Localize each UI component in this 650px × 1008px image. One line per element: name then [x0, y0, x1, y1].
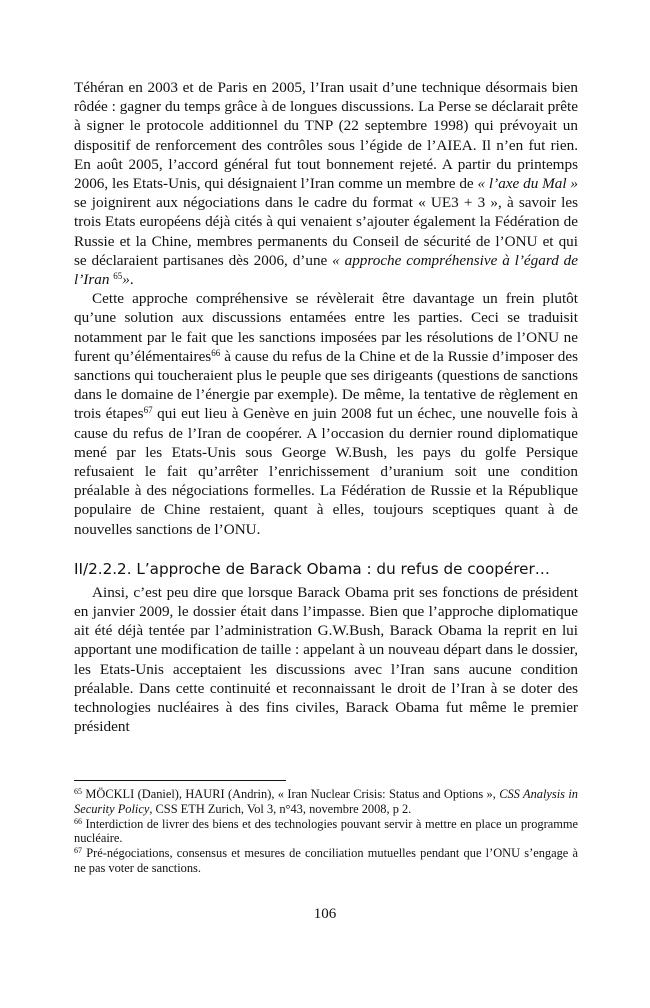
text-run: se joignirent aux négociations dans le cadre du format « UE3 + 3 », à savoir les trois Etats européens déjà cités à qui venaient s’ajouter également la Fédération de Russie et la Chine, membres permanents du Conseil de sécurité de l’ONU et qui se déclaraient partisanes dès 2006, d’une — [74, 194, 578, 269]
footnote-66 — [74, 817, 578, 847]
footnote-number: 66 — [74, 816, 82, 826]
paragraph-1 — [74, 78, 578, 289]
footnote-text: Pré-négociations, consensus et mesures de conciliation mutuelles pendant que l’ONU s’engage à ne pas voter de sanctions. — [74, 846, 578, 875]
quote-axe-du-mal: « l’axe du Mal » — [477, 175, 578, 193]
footnote-text: , CSS ETH Zurich, Vol 3, n°43, novembre 2008, p 2. — [149, 801, 412, 816]
section-heading: II/2.2.2. L’approche de Barack Obama : du refus de coopérer… — [74, 559, 550, 578]
footnotes — [74, 780, 578, 876]
footnote-67 — [74, 846, 578, 876]
footnote-ref-66[interactable]: 66 — [211, 347, 221, 358]
footnote-number: 67 — [74, 846, 82, 856]
text-run: . — [129, 271, 134, 289]
quote-approche-comprehensive: « approche compréhensive à l’égard de l’Iran — [74, 251, 578, 289]
footnote-ref-67[interactable]: 67 — [143, 405, 153, 416]
footnote-65 — [74, 787, 578, 817]
footnote-text: Interdiction de livrer des biens et des technologies pouvant servir à mettre en place un programme nucléaire. — [74, 816, 578, 846]
footnote-divider — [74, 780, 286, 781]
quote-close: » — [122, 271, 130, 289]
text-run: qui eut lieu à Genève en juin 2008 fut un échec, une nouvelle fois à cause du refus de l’Iran de coopérer. A l’occasion du dernier round diplomatique mené par les Etats-Unis sous George W.Bush, les pays du golfe Persique refusaient le fait qu’arrêter l’enrichissement d’uranium soit une condition préalable à des négociations formelles. La Fédération de Russie et la République populaire de Chine restaient, quant à elles, toujours sceptiques quant à de nouvelles sanctions de l’ONU. — [74, 405, 578, 538]
text-run: Cette approche compréhensive se révèlerait être davantage un frein plutôt qu’une solution aux discussions entamées entre les parties. Ceci se traduisit notamment par le fait que les sanctions imposées par les résolutions de l’ONU ne furent qu’élémentaires — [74, 290, 578, 365]
paragraph-3: Ainsi, c’est peu dire que lorsque Barack Obama prit ses fonctions de président en janvier 2009, le dossier était dans l’impasse. Bien que l’approche diplomatique ait été déjà tentée par l’administration G.W.Bush, Barack Obama la reprit en lui apportant une modification de taille : appelant à un nouveau départ dans le dossier, les Etats-Unis acceptaient les discussions avec l’Iran sans aucune condition préalable. Dans cette continuité et reconnaissant le droit de l’Iran à se doter des technologies nucléaires à des fins civiles, Barack Obama fut même le premier président — [74, 583, 578, 736]
footnote-text: MÖCKLI (Daniel), HAURI (Andrin), « Iran Nuclear Crisis: Status and Options », — [82, 787, 500, 801]
text-run: Téhéran en 2003 et de Paris en 2005, l’Iran usait d’une technique désormais bien rôdée : gagner du temps grâce à de longues discussions. La Perse se déclarait prête à signer le protocole additionnel du TNP (22 septembre 1998) qui prévoyait un dispositif de renforcement des contrôles sous l’égide de l’AIEA. Il n’en fut rien. En août 2005, l’accord général fut tout bonnement rejeté. A partir du printemps 2006, les Etats-Unis, qui désignaient l’Iran comme un membre de — [74, 79, 578, 193]
page-body — [74, 78, 578, 737]
footnote-ref-65[interactable]: 65 — [113, 271, 123, 282]
footnote-number: 65 — [74, 787, 82, 796]
page-number: 106 — [313, 906, 337, 922]
text-run: à cause du refus de la Chine et de la Russie d’imposer des sanctions qui toucheraient plus le peuple que ses dirigeants (questions de sanctions dans le domaine de l’énergie par exemple). De même, la tentative de règlement en trois étapes — [74, 347, 578, 423]
paragraph-2 — [74, 289, 578, 539]
footnote-title: CSS Analysis in Security Policy — [74, 787, 579, 816]
